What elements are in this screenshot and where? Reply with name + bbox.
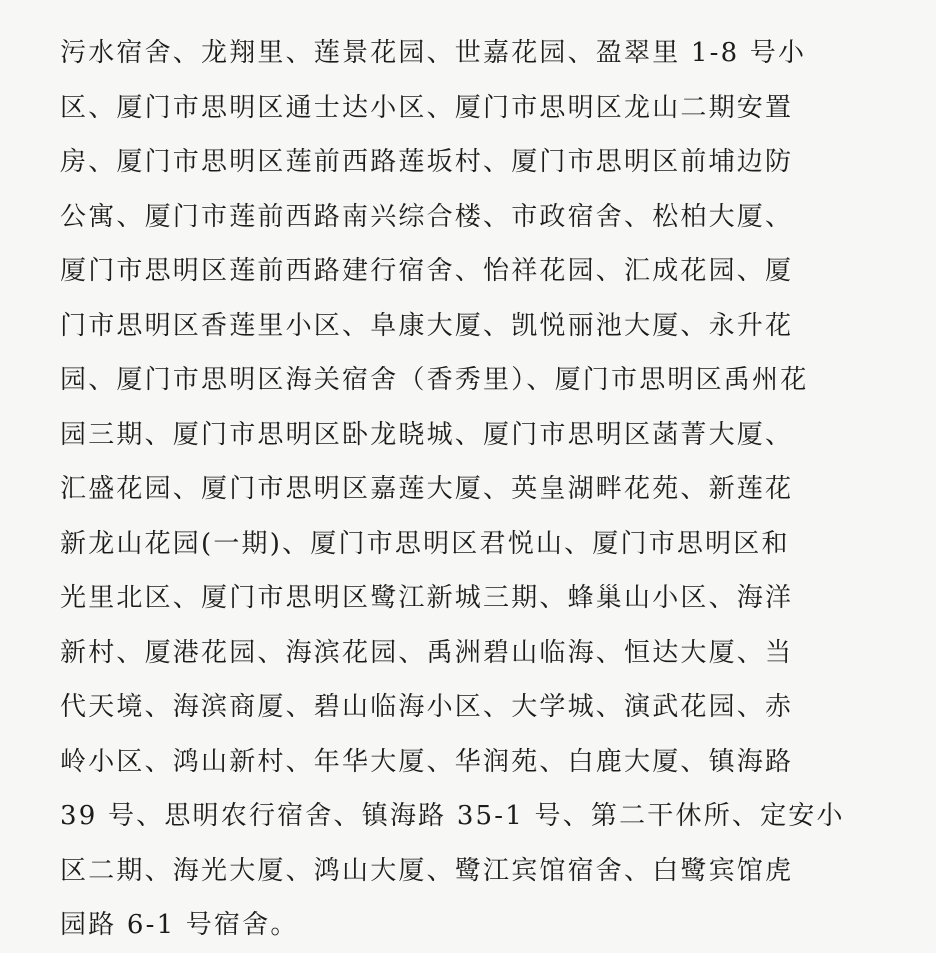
text-line: 门市思明区香莲里小区、阜康大厦、凯悦丽池大厦、永升花 — [60, 310, 794, 341]
text-line: 园三期、厦门市思明区卧龙晓城、厦门市思明区菡菁大厦、 — [60, 419, 794, 450]
text-line: 新龙山花园(一期)、厦门市思明区君悦山、厦门市思明区和 — [60, 528, 790, 559]
text-line: 污水宿舍、龙翔里、莲景花园、世嘉花园、盈翠里 1-8 号小 — [60, 38, 807, 68]
text-line: 区二期、海光大厦、鸿山大厦、鹭江宾馆宿舍、白鹭宾馆虎 — [60, 855, 794, 886]
text-line: 新村、厦港花园、海滨花园、禹洲碧山临海、恒达大厦、当 — [60, 637, 794, 668]
text-line: 园、厦门市思明区海关宿舍（香秀里）、厦门市思明区禹州花 — [60, 365, 809, 395]
text-line: 园路 6-1 号宿舍。 — [60, 910, 299, 940]
text-line: 区、厦门市思明区通士达小区、厦门市思明区龙山二期安置 — [60, 92, 794, 123]
text-line: 厦门市思明区莲前西路建行宿舍、怡祥花园、汇成花园、厦 — [60, 256, 794, 286]
text-line: 光里北区、厦门市思明区鹭江新城三期、蜂巢山小区、海洋 — [60, 583, 794, 613]
text-line: 汇盛花园、厦门市思明区嘉莲大厦、英皇湖畔花苑、新莲花 — [60, 474, 794, 504]
text-line: 代天境、海滨商厦、碧山临海小区、大学城、演武花园、赤 — [60, 692, 794, 722]
text-line: 岭小区、鸿山新村、年华大厦、华润苑、白鹿大厦、镇海路 — [60, 746, 794, 777]
text-line: 公寓、厦门市莲前西路南兴综合楼、市政宿舍、松柏大厦、 — [60, 201, 794, 232]
text-line: 房、厦门市思明区莲前西路莲坂村、厦门市思明区前埔边防 — [60, 147, 794, 177]
text-line: 39 号、思明农行宿舍、镇海路 35-1 号、第二干休所、定安小 — [60, 801, 845, 831]
